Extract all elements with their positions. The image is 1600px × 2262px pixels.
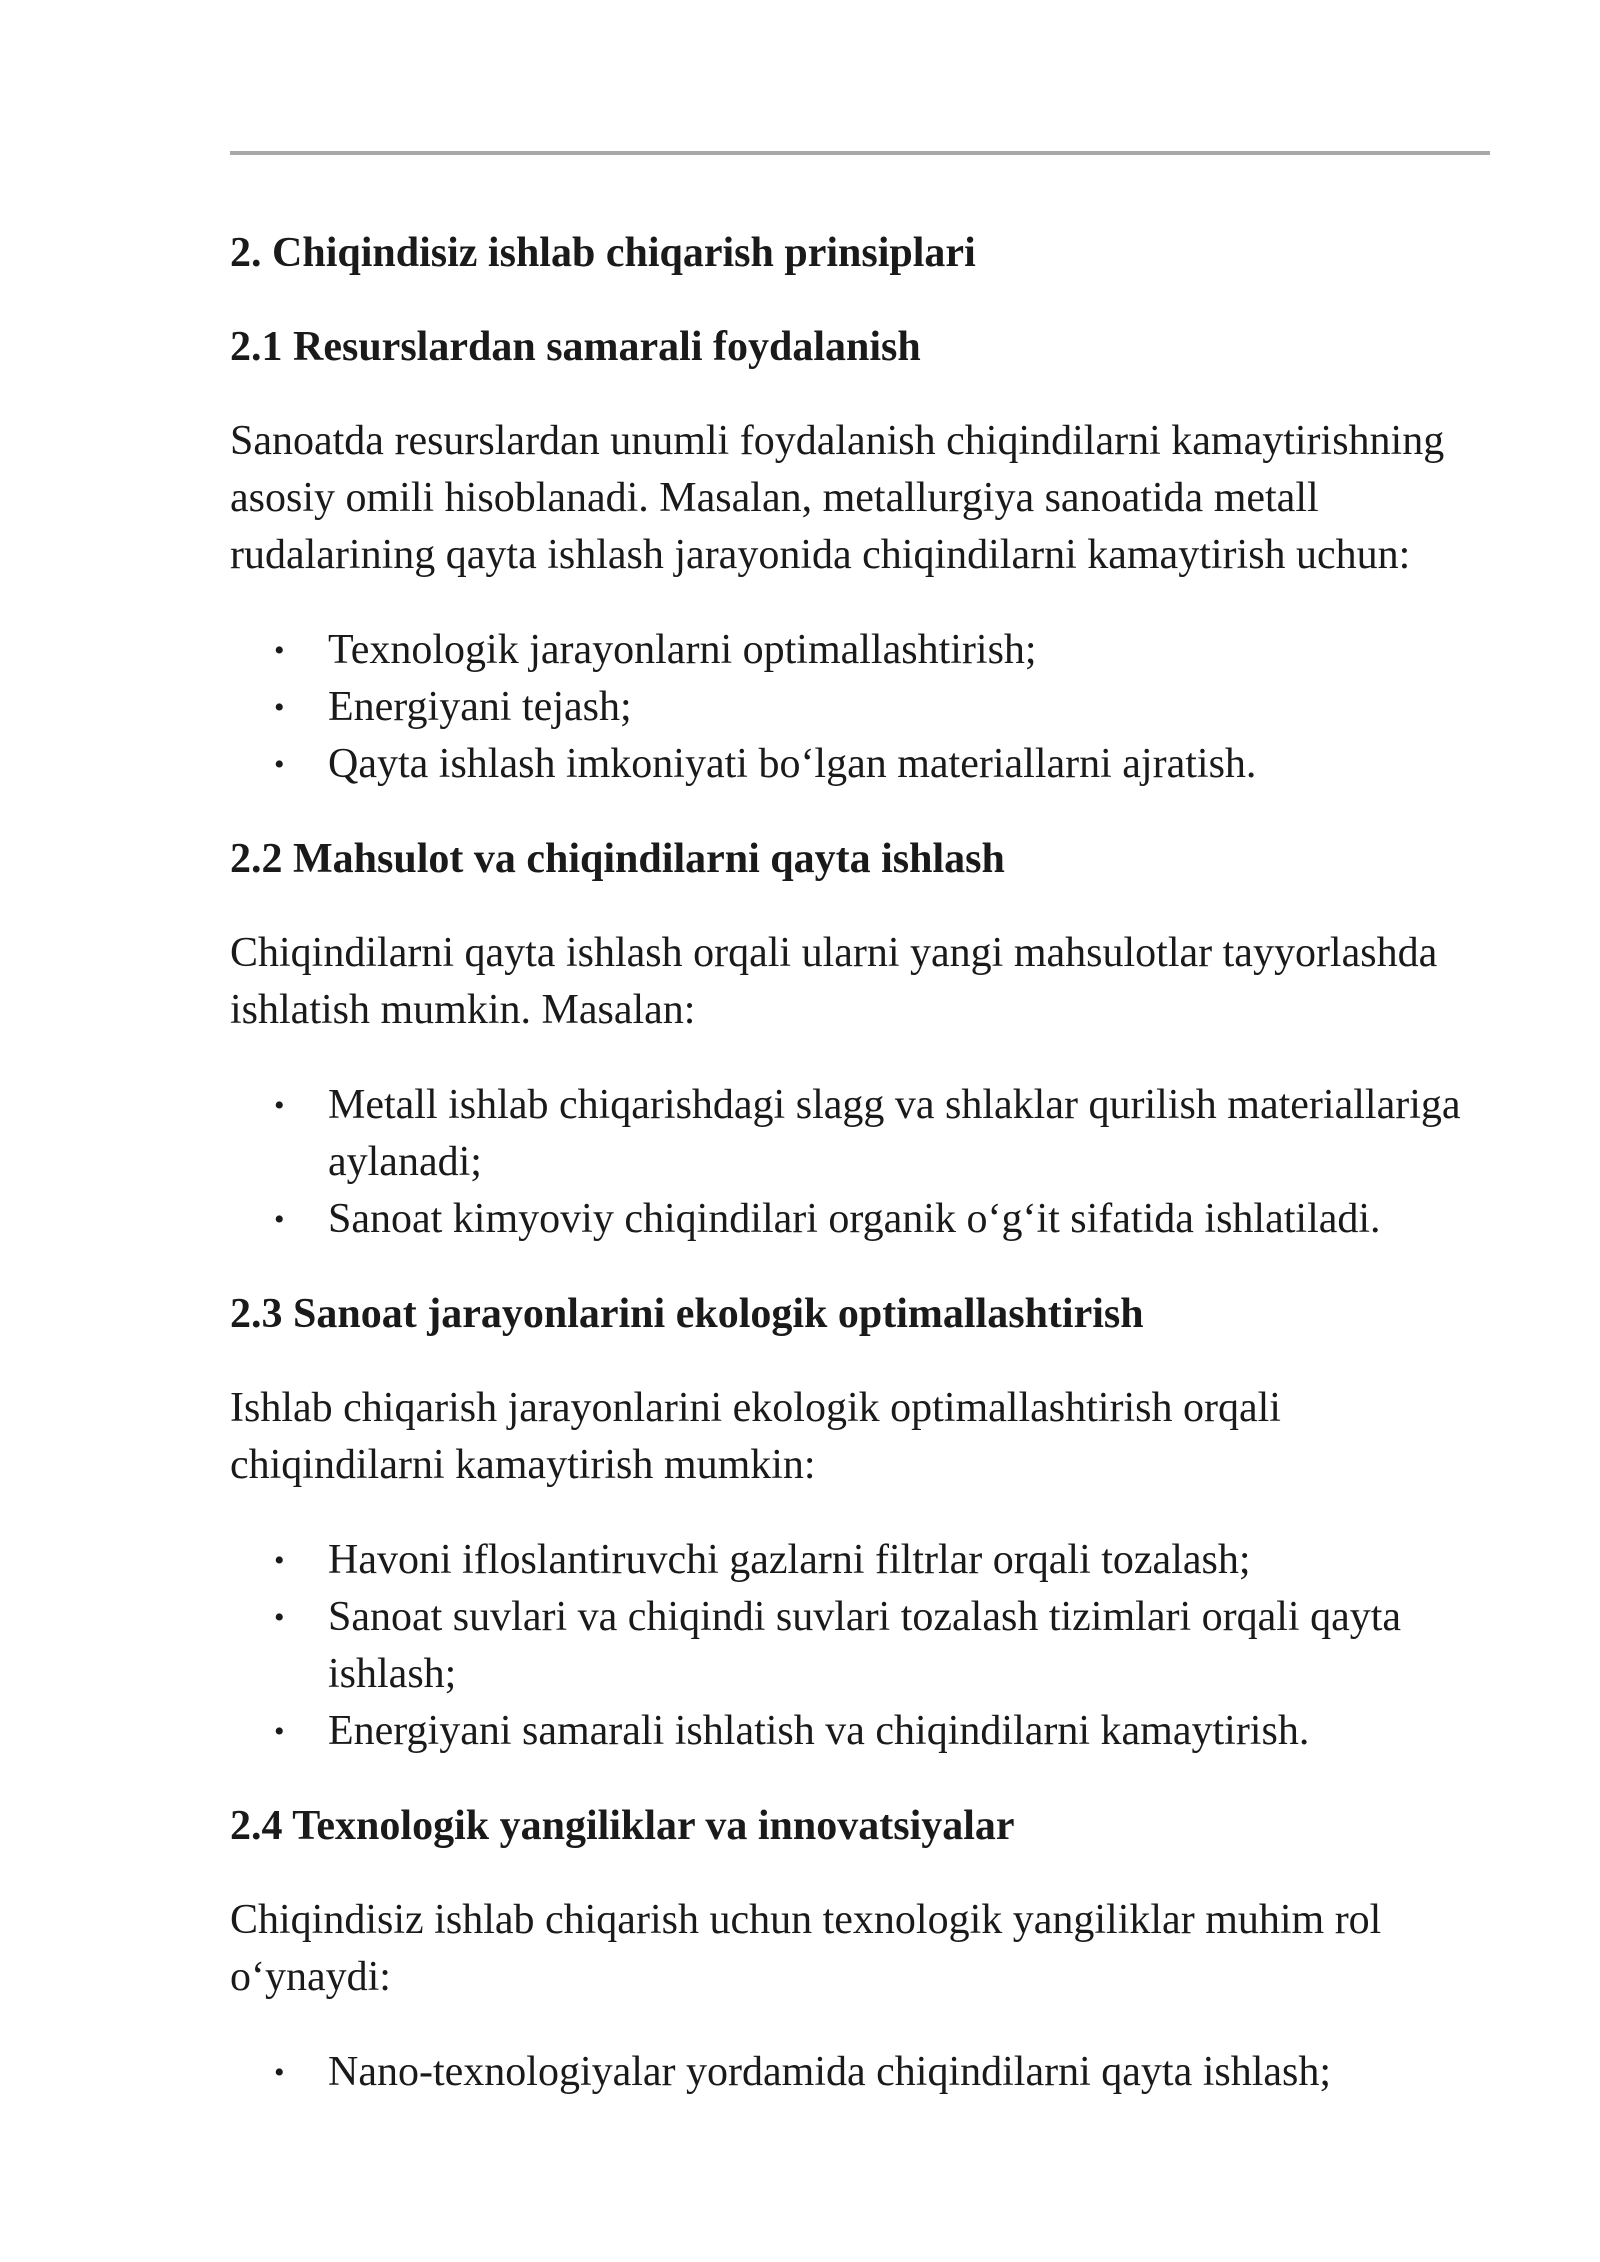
list-item-text: Nano-texnologiyalar yordamida chiqindilarni qayta ishlash;: [328, 2049, 1332, 2095]
bullet-icon: •: [274, 691, 285, 724]
list-item: [230, 736, 1490, 793]
section-paragraph: Chiqindisiz ishlab chiqarish uchun texnologik yangiliklar muhim rol o‘ynaydi:: [230, 1897, 1382, 2000]
section-2-4: [230, 1798, 1490, 2101]
list-item: [230, 1532, 1490, 1589]
section-heading: 2.3 Sanoat jarayonlarini ekologik optimallashtirish: [230, 1291, 1144, 1337]
section-paragraph: Chiqindilarni qayta ishlash orqali ularni yangi mahsulotlar tayyorlashda ishlatish mumkin. Masalan:: [230, 930, 1438, 1033]
list-item-text: Metall ishlab chiqarishdagi slagg va shlaklar qurilish materiallariga aylanadi;: [328, 1082, 1461, 1185]
list-item-text: Energiyani tejash;: [328, 684, 632, 730]
list-item: [230, 1191, 1490, 1248]
list-item-text: Energiyani samarali ishlatish va chiqindilarni kamaytirish.: [328, 1708, 1310, 1754]
bullet-icon: •: [274, 748, 285, 781]
section-2-1: [230, 319, 1490, 793]
horizontal-rule: [230, 151, 1490, 155]
list-item: [230, 1703, 1490, 1760]
list-item: [230, 622, 1490, 679]
bullet-icon: •: [274, 1089, 285, 1122]
bullet-icon: •: [274, 1715, 285, 1748]
list-item-text: Havoni ifloslantiruvchi gazlarni filtrlar orqali tozalash;: [328, 1537, 1251, 1583]
bullet-list: [230, 622, 1490, 793]
list-item: [230, 1077, 1490, 1191]
section-paragraph: Ishlab chiqarish jarayonlarini ekologik optimallashtirish orqali chiqindilarni kamaytirish mumkin:: [230, 1385, 1281, 1488]
section-paragraph: Sanoatda resurslardan unumli foydalanish chiqindilarni kamaytirishning asosiy omili hisoblanadi. Masalan, metallurgiya sanoatida metall rudalarining qayta ishlash jarayonida chiqindilarni kamaytirish uchun:: [230, 418, 1445, 578]
list-item-text: Sanoat kimyoviy chiqindilari organik o‘g‘it sifatida ishlatiladi.: [328, 1196, 1381, 1242]
list-item-text: Texnologik jarayonlarni optimallashtirish;: [328, 627, 1037, 673]
bullet-icon: •: [274, 2056, 285, 2089]
list-item-text: Qayta ishlash imkoniyati bo‘lgan materiallarni ajratish.: [328, 741, 1257, 787]
section-2-3: [230, 1286, 1490, 1760]
bullet-icon: •: [274, 634, 285, 667]
list-item: [230, 2044, 1490, 2101]
section-heading: 2.2 Mahsulot va chiqindilarni qayta ishlash: [230, 836, 1005, 882]
bullet-icon: •: [274, 1544, 285, 1577]
bullet-icon: •: [274, 1601, 285, 1634]
section-heading: 2.1 Resurslardan samarali foydalanish: [230, 324, 921, 370]
bullet-icon: •: [274, 1203, 285, 1236]
chapter-title: 2. Chiqindisiz ishlab chiqarish prinsiplari: [230, 230, 976, 276]
section-2-2: [230, 831, 1490, 1248]
document-content: [230, 225, 1490, 2139]
bullet-list: [230, 2044, 1490, 2101]
list-item: [230, 679, 1490, 736]
bullet-list: [230, 1077, 1490, 1248]
bullet-list: [230, 1532, 1490, 1760]
section-heading: 2.4 Texnologik yangiliklar va innovatsiyalar: [230, 1803, 1015, 1849]
list-item-text: Sanoat suvlari va chiqindi suvlari tozalash tizimlari orqali qayta ishlash;: [328, 1594, 1402, 1697]
list-item: [230, 1589, 1490, 1703]
